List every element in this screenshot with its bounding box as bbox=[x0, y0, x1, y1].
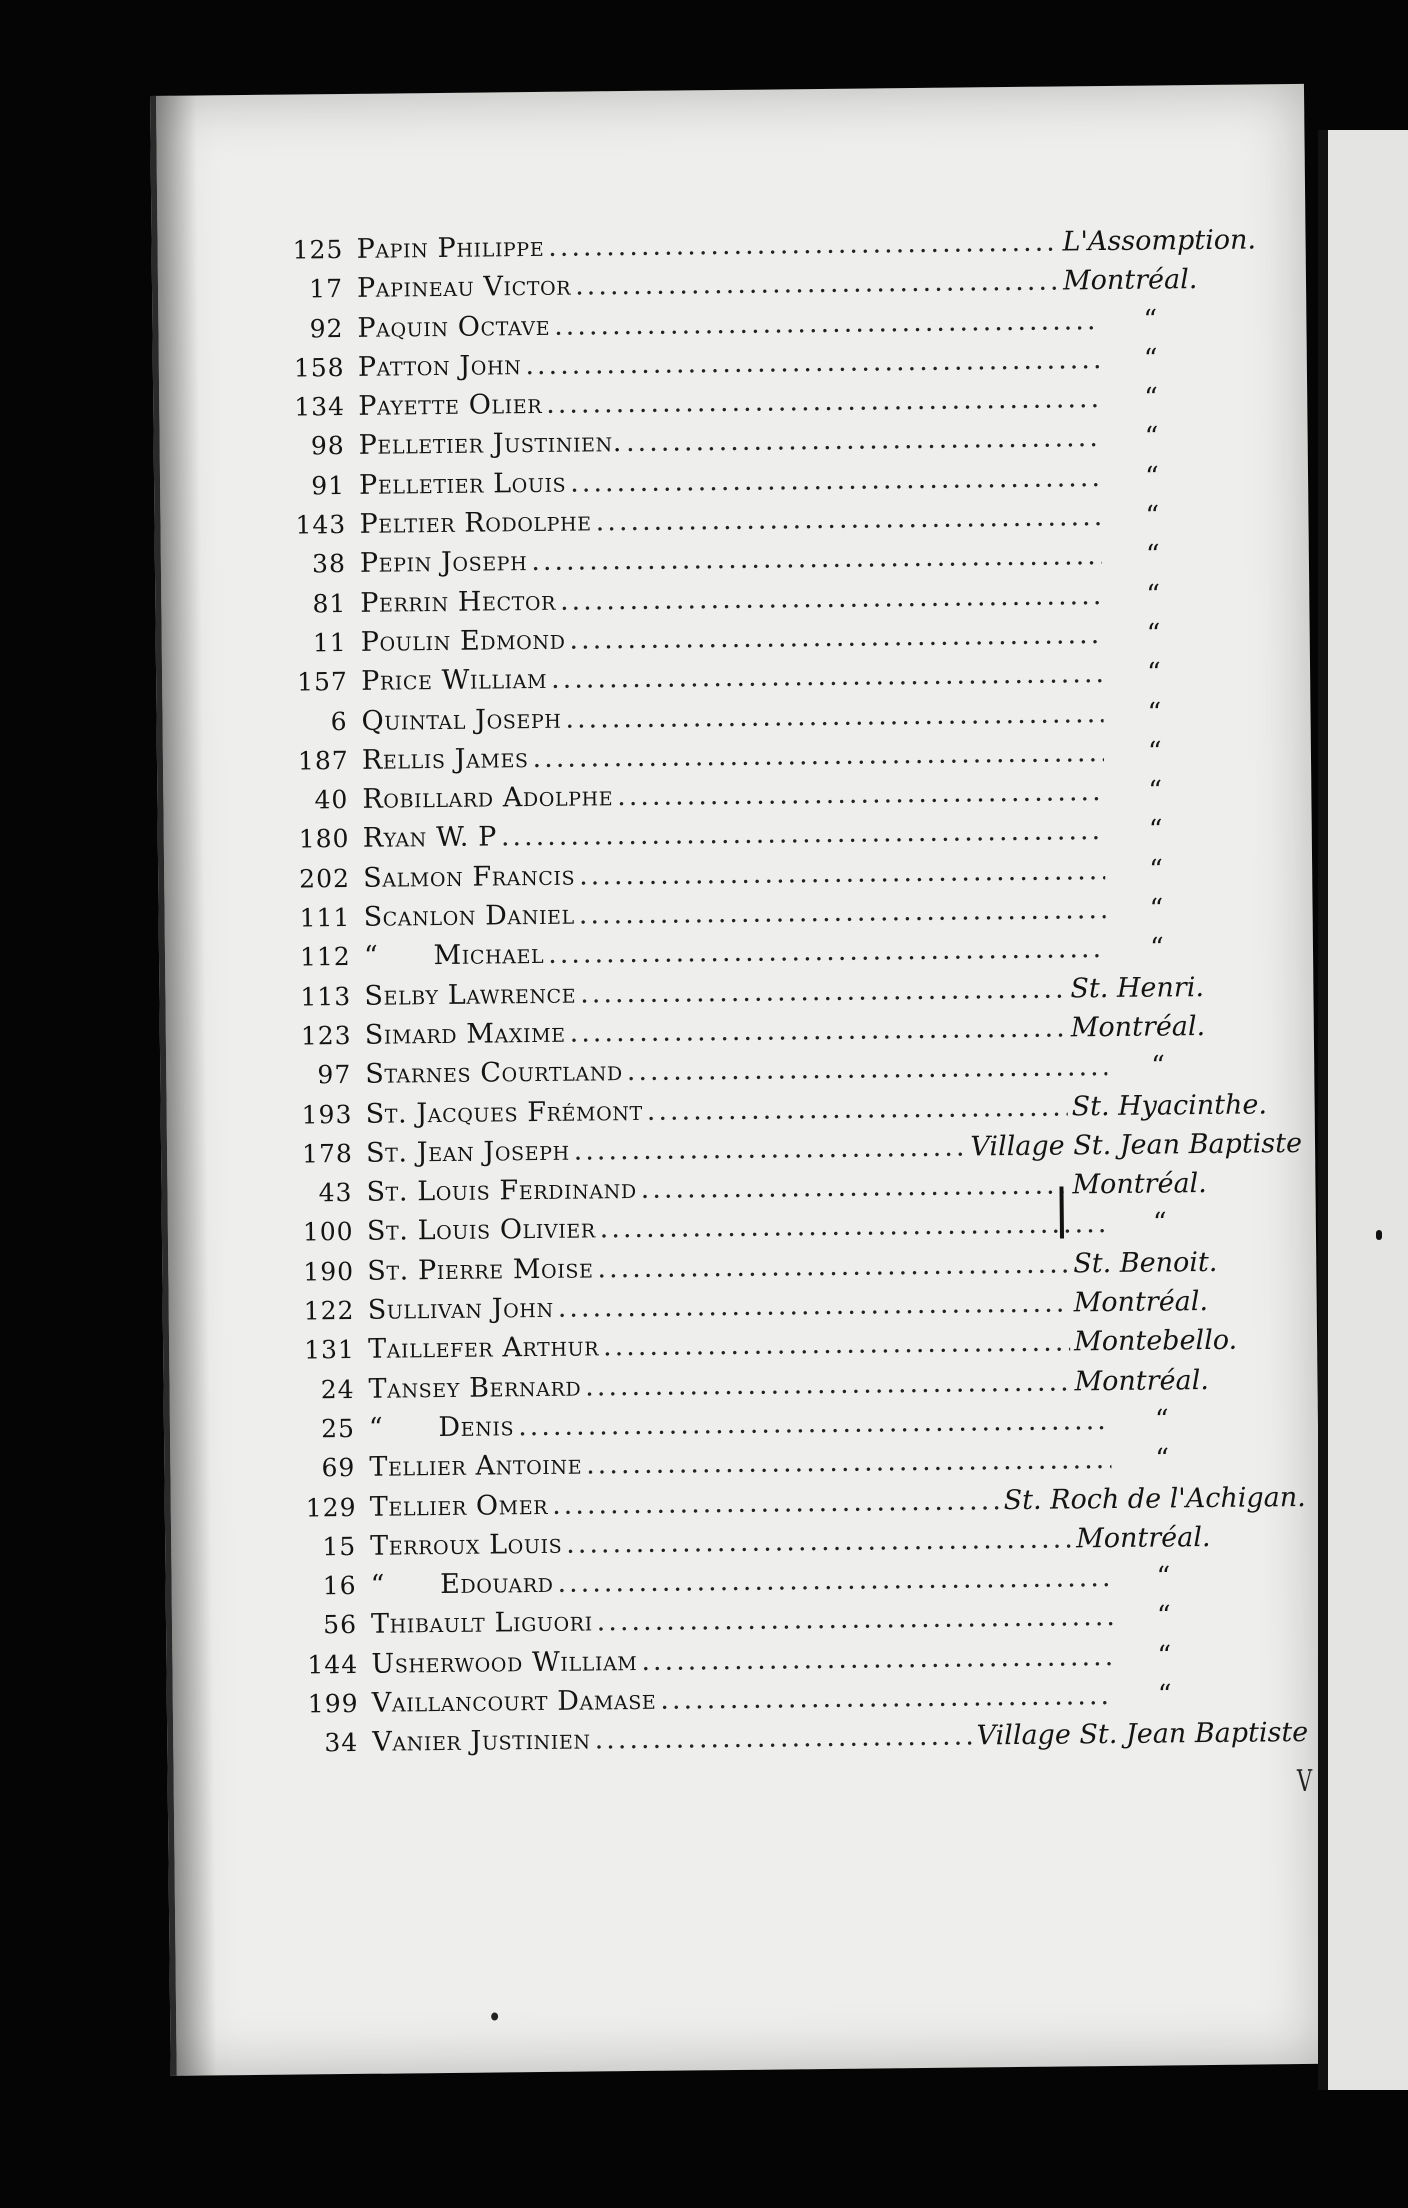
entry-number: 190 bbox=[303, 1256, 355, 1287]
entry-number: 158 bbox=[293, 352, 345, 383]
entry-place: “ bbox=[1148, 775, 1163, 807]
entry-number: 56 bbox=[323, 1610, 358, 1640]
entry-number: 40 bbox=[314, 785, 349, 815]
entry-name: Selby Lawrence bbox=[364, 978, 577, 1012]
entry-number: 43 bbox=[318, 1178, 353, 1208]
dot-leader bbox=[532, 737, 1104, 774]
dot-leader bbox=[566, 1523, 1072, 1559]
entry-number: 143 bbox=[295, 510, 347, 540]
entry-place: Montréal. bbox=[1074, 1364, 1210, 1397]
dot-leader bbox=[603, 1327, 1070, 1363]
entry-place: “ bbox=[1152, 1207, 1167, 1239]
entry-number: 98 bbox=[310, 431, 345, 461]
entry-number: 111 bbox=[299, 902, 351, 933]
entry-number: 202 bbox=[299, 863, 351, 894]
entry-name: Papineau Victor bbox=[356, 270, 572, 305]
entry-place: “ bbox=[1144, 382, 1159, 414]
entry-number: 122 bbox=[303, 1295, 355, 1326]
entry-place: “ bbox=[1157, 1679, 1172, 1711]
entry-name: Poulin Edmond bbox=[360, 624, 566, 658]
entry-number: 34 bbox=[324, 1728, 359, 1758]
entry-place: Montebello. bbox=[1073, 1324, 1238, 1358]
entry-name: St. Jean Joseph bbox=[365, 1135, 570, 1169]
entry-name: Tansey Bernard bbox=[368, 1371, 582, 1405]
entry-name: Thibault Liguori bbox=[370, 1606, 593, 1641]
entry-number: 16 bbox=[322, 1571, 357, 1601]
entry-place: “ bbox=[1143, 304, 1158, 336]
entry-name: St. Jacques Frémont bbox=[365, 1095, 643, 1130]
entry-name: Tellier Antoine bbox=[369, 1449, 583, 1483]
dot-leader bbox=[569, 619, 1103, 656]
dot-leader bbox=[531, 540, 1102, 577]
entry-name: “ Edouard bbox=[370, 1567, 554, 1601]
entry-name: Taillefer Arthur bbox=[367, 1331, 600, 1366]
dot-leader bbox=[641, 1641, 1113, 1677]
entry-number: 144 bbox=[307, 1649, 359, 1680]
entry-name: Ryan W. P bbox=[362, 821, 498, 855]
entry-name: Perrin Hector bbox=[360, 585, 557, 619]
entry-name: Payette Olier bbox=[358, 389, 543, 423]
entry-number: 129 bbox=[305, 1492, 357, 1522]
entry-number: 193 bbox=[301, 1099, 353, 1129]
entry-name: Simard Maxime bbox=[364, 1017, 566, 1051]
entry-name: “ Denis bbox=[368, 1411, 515, 1444]
dot-leader bbox=[548, 933, 1106, 970]
entry-name: Tellier Omer bbox=[369, 1489, 549, 1523]
dot-leader bbox=[525, 344, 1100, 381]
entry-place: “ bbox=[1148, 814, 1163, 847]
dot-leader bbox=[579, 855, 1105, 892]
entry-number: 113 bbox=[300, 981, 352, 1012]
document-page bbox=[150, 84, 1325, 2076]
entry-name: Vaillancourt Damase bbox=[371, 1684, 657, 1719]
entry-name: Pelletier Justinien. bbox=[358, 427, 623, 462]
dot-leader bbox=[641, 1170, 1069, 1205]
dot-leader bbox=[570, 1012, 1067, 1048]
entry-name: Robillard Adolphe bbox=[362, 781, 614, 815]
dot-leader bbox=[557, 1562, 1112, 1599]
entry-name: Usherwood William bbox=[371, 1645, 638, 1680]
entry-number: 199 bbox=[307, 1688, 359, 1719]
entry-place: Montréal. bbox=[1070, 1010, 1206, 1044]
entry-place: “ bbox=[1148, 854, 1164, 886]
entry-place: St. Benoit. bbox=[1073, 1246, 1218, 1280]
dot-leader bbox=[617, 776, 1104, 812]
dot-leader bbox=[574, 1131, 967, 1166]
entry-number: 17 bbox=[309, 274, 344, 304]
entry-name: Salmon Francis bbox=[363, 860, 576, 894]
entry-name: Papin Philippe bbox=[356, 231, 545, 265]
entry-name: St. Louis Ferdinand bbox=[366, 1174, 637, 1208]
dot-leader bbox=[597, 1601, 1114, 1637]
entry-name: Pepin Joseph bbox=[359, 546, 528, 580]
dot-leader bbox=[580, 973, 1067, 1009]
dot-leader bbox=[560, 580, 1103, 617]
entry-name: Price William bbox=[360, 664, 548, 698]
dot-leader bbox=[552, 1485, 1000, 1521]
adjacent-page-edge bbox=[1318, 130, 1408, 2090]
entry-name: “ Michael bbox=[363, 939, 545, 973]
entry-place: “ bbox=[1147, 697, 1162, 729]
dot-leader bbox=[518, 1405, 1111, 1442]
entry-place: “ bbox=[1147, 736, 1162, 768]
entry-place: St. Hyacinthe. bbox=[1071, 1088, 1268, 1122]
entry-number: 11 bbox=[312, 627, 347, 658]
entry-number: 178 bbox=[301, 1138, 353, 1169]
entry-place: “ bbox=[1157, 1640, 1172, 1672]
dot-leader bbox=[565, 698, 1103, 735]
entry-number: 97 bbox=[317, 1060, 352, 1090]
dot-leader bbox=[585, 1366, 1071, 1402]
entry-number: 112 bbox=[299, 942, 351, 972]
entry-place: Montréal. bbox=[1073, 1286, 1209, 1319]
entry-name: Starnes Courtland bbox=[365, 1056, 623, 1091]
ink-bar-mark bbox=[1059, 1186, 1064, 1238]
entry-place: “ bbox=[1145, 500, 1160, 532]
entry-number: 91 bbox=[311, 470, 346, 501]
dot-leader bbox=[647, 1091, 1068, 1126]
entry-number: 100 bbox=[302, 1217, 354, 1247]
entry-place: “ bbox=[1149, 893, 1164, 925]
dot-leader bbox=[558, 1287, 1070, 1323]
entry-place: L'Assomption. bbox=[1062, 224, 1257, 258]
entry-name: St. Louis Olivier bbox=[366, 1213, 596, 1248]
entry-place: “ bbox=[1146, 579, 1161, 611]
entry-name: Pelletier Louis bbox=[358, 467, 567, 501]
entry-number: 15 bbox=[322, 1531, 357, 1562]
entry-place: “ bbox=[1151, 1050, 1166, 1082]
entry-number: 69 bbox=[321, 1453, 356, 1483]
entry-place: Montréal. bbox=[1075, 1521, 1211, 1555]
ink-dot-mark bbox=[491, 2012, 498, 2020]
entry-number: 131 bbox=[303, 1335, 356, 1365]
entry-name: Scanlon Daniel bbox=[363, 899, 575, 933]
dot-leader bbox=[594, 1721, 972, 1756]
dot-leader bbox=[596, 501, 1102, 537]
entry-list bbox=[292, 224, 1308, 1767]
entry-place: “ bbox=[1154, 1404, 1169, 1436]
entry-place: Village St. Jean Baptiste bbox=[976, 1717, 1309, 1752]
entry-place: St. Henri. bbox=[1070, 971, 1205, 1005]
entry-number: 6 bbox=[330, 706, 348, 736]
entry-place: “ bbox=[1143, 343, 1158, 375]
entry-place: “ bbox=[1144, 461, 1160, 493]
dot-leader bbox=[554, 305, 1100, 342]
dot-leader bbox=[548, 226, 1059, 262]
dot-leader bbox=[501, 815, 1105, 852]
entry-place: “ bbox=[1156, 1600, 1171, 1632]
entry-number: 123 bbox=[300, 1020, 352, 1051]
dot-leader bbox=[600, 1208, 1109, 1244]
dot-leader bbox=[597, 1248, 1069, 1284]
entry-place: Village St. Jean Baptiste bbox=[970, 1127, 1303, 1163]
entry-name: Paquin Octave bbox=[357, 310, 551, 344]
entry-number: 134 bbox=[294, 392, 346, 422]
check-mark-icon: V bbox=[1296, 1763, 1313, 1800]
dot-leader bbox=[627, 1051, 1108, 1087]
entry-place: Montréal. bbox=[1062, 264, 1198, 297]
dot-leader bbox=[660, 1680, 1114, 1716]
entry-place: “ bbox=[1146, 618, 1161, 650]
entry-place: “ bbox=[1156, 1561, 1171, 1593]
dot-leader bbox=[626, 423, 1101, 459]
entry-name: Peltier Rodolphe bbox=[359, 506, 592, 540]
entry-name: Patton John bbox=[357, 350, 522, 383]
dot-leader bbox=[546, 383, 1100, 420]
entry-place: “ bbox=[1145, 539, 1160, 571]
entry-place: Montréal. bbox=[1072, 1168, 1207, 1201]
entry-name: Quintal Joseph bbox=[361, 703, 562, 737]
entry-number: 157 bbox=[296, 667, 349, 697]
entry-place: “ bbox=[1146, 657, 1162, 689]
entry-number: 125 bbox=[292, 234, 344, 265]
entry-place: “ bbox=[1155, 1443, 1170, 1475]
entry-name: Rellis James bbox=[361, 742, 529, 776]
dot-leader bbox=[586, 1444, 1112, 1480]
entry-number: 92 bbox=[309, 313, 344, 343]
entry-number: 24 bbox=[320, 1374, 355, 1404]
entry-number: 25 bbox=[321, 1413, 356, 1444]
dot-leader bbox=[570, 462, 1101, 499]
entry-number: 187 bbox=[297, 745, 349, 776]
entry-place: St. Roch de l'Achigan. bbox=[1003, 1481, 1306, 1516]
entry-place: “ bbox=[1144, 421, 1159, 454]
entry-number: 81 bbox=[312, 588, 347, 618]
entry-place: “ bbox=[1149, 932, 1164, 964]
entry-number: 38 bbox=[311, 549, 347, 579]
entry-name: St. Pierre Moise bbox=[367, 1253, 594, 1287]
entry-name: Vanier Justinien bbox=[372, 1724, 591, 1759]
entry-number: 180 bbox=[298, 824, 350, 854]
entry-name: Terroux Louis bbox=[370, 1528, 563, 1562]
entry-name: Sullivan John bbox=[367, 1292, 554, 1326]
dot-leader bbox=[575, 266, 1059, 302]
dot-leader bbox=[551, 658, 1103, 695]
dot-leader bbox=[579, 894, 1106, 931]
